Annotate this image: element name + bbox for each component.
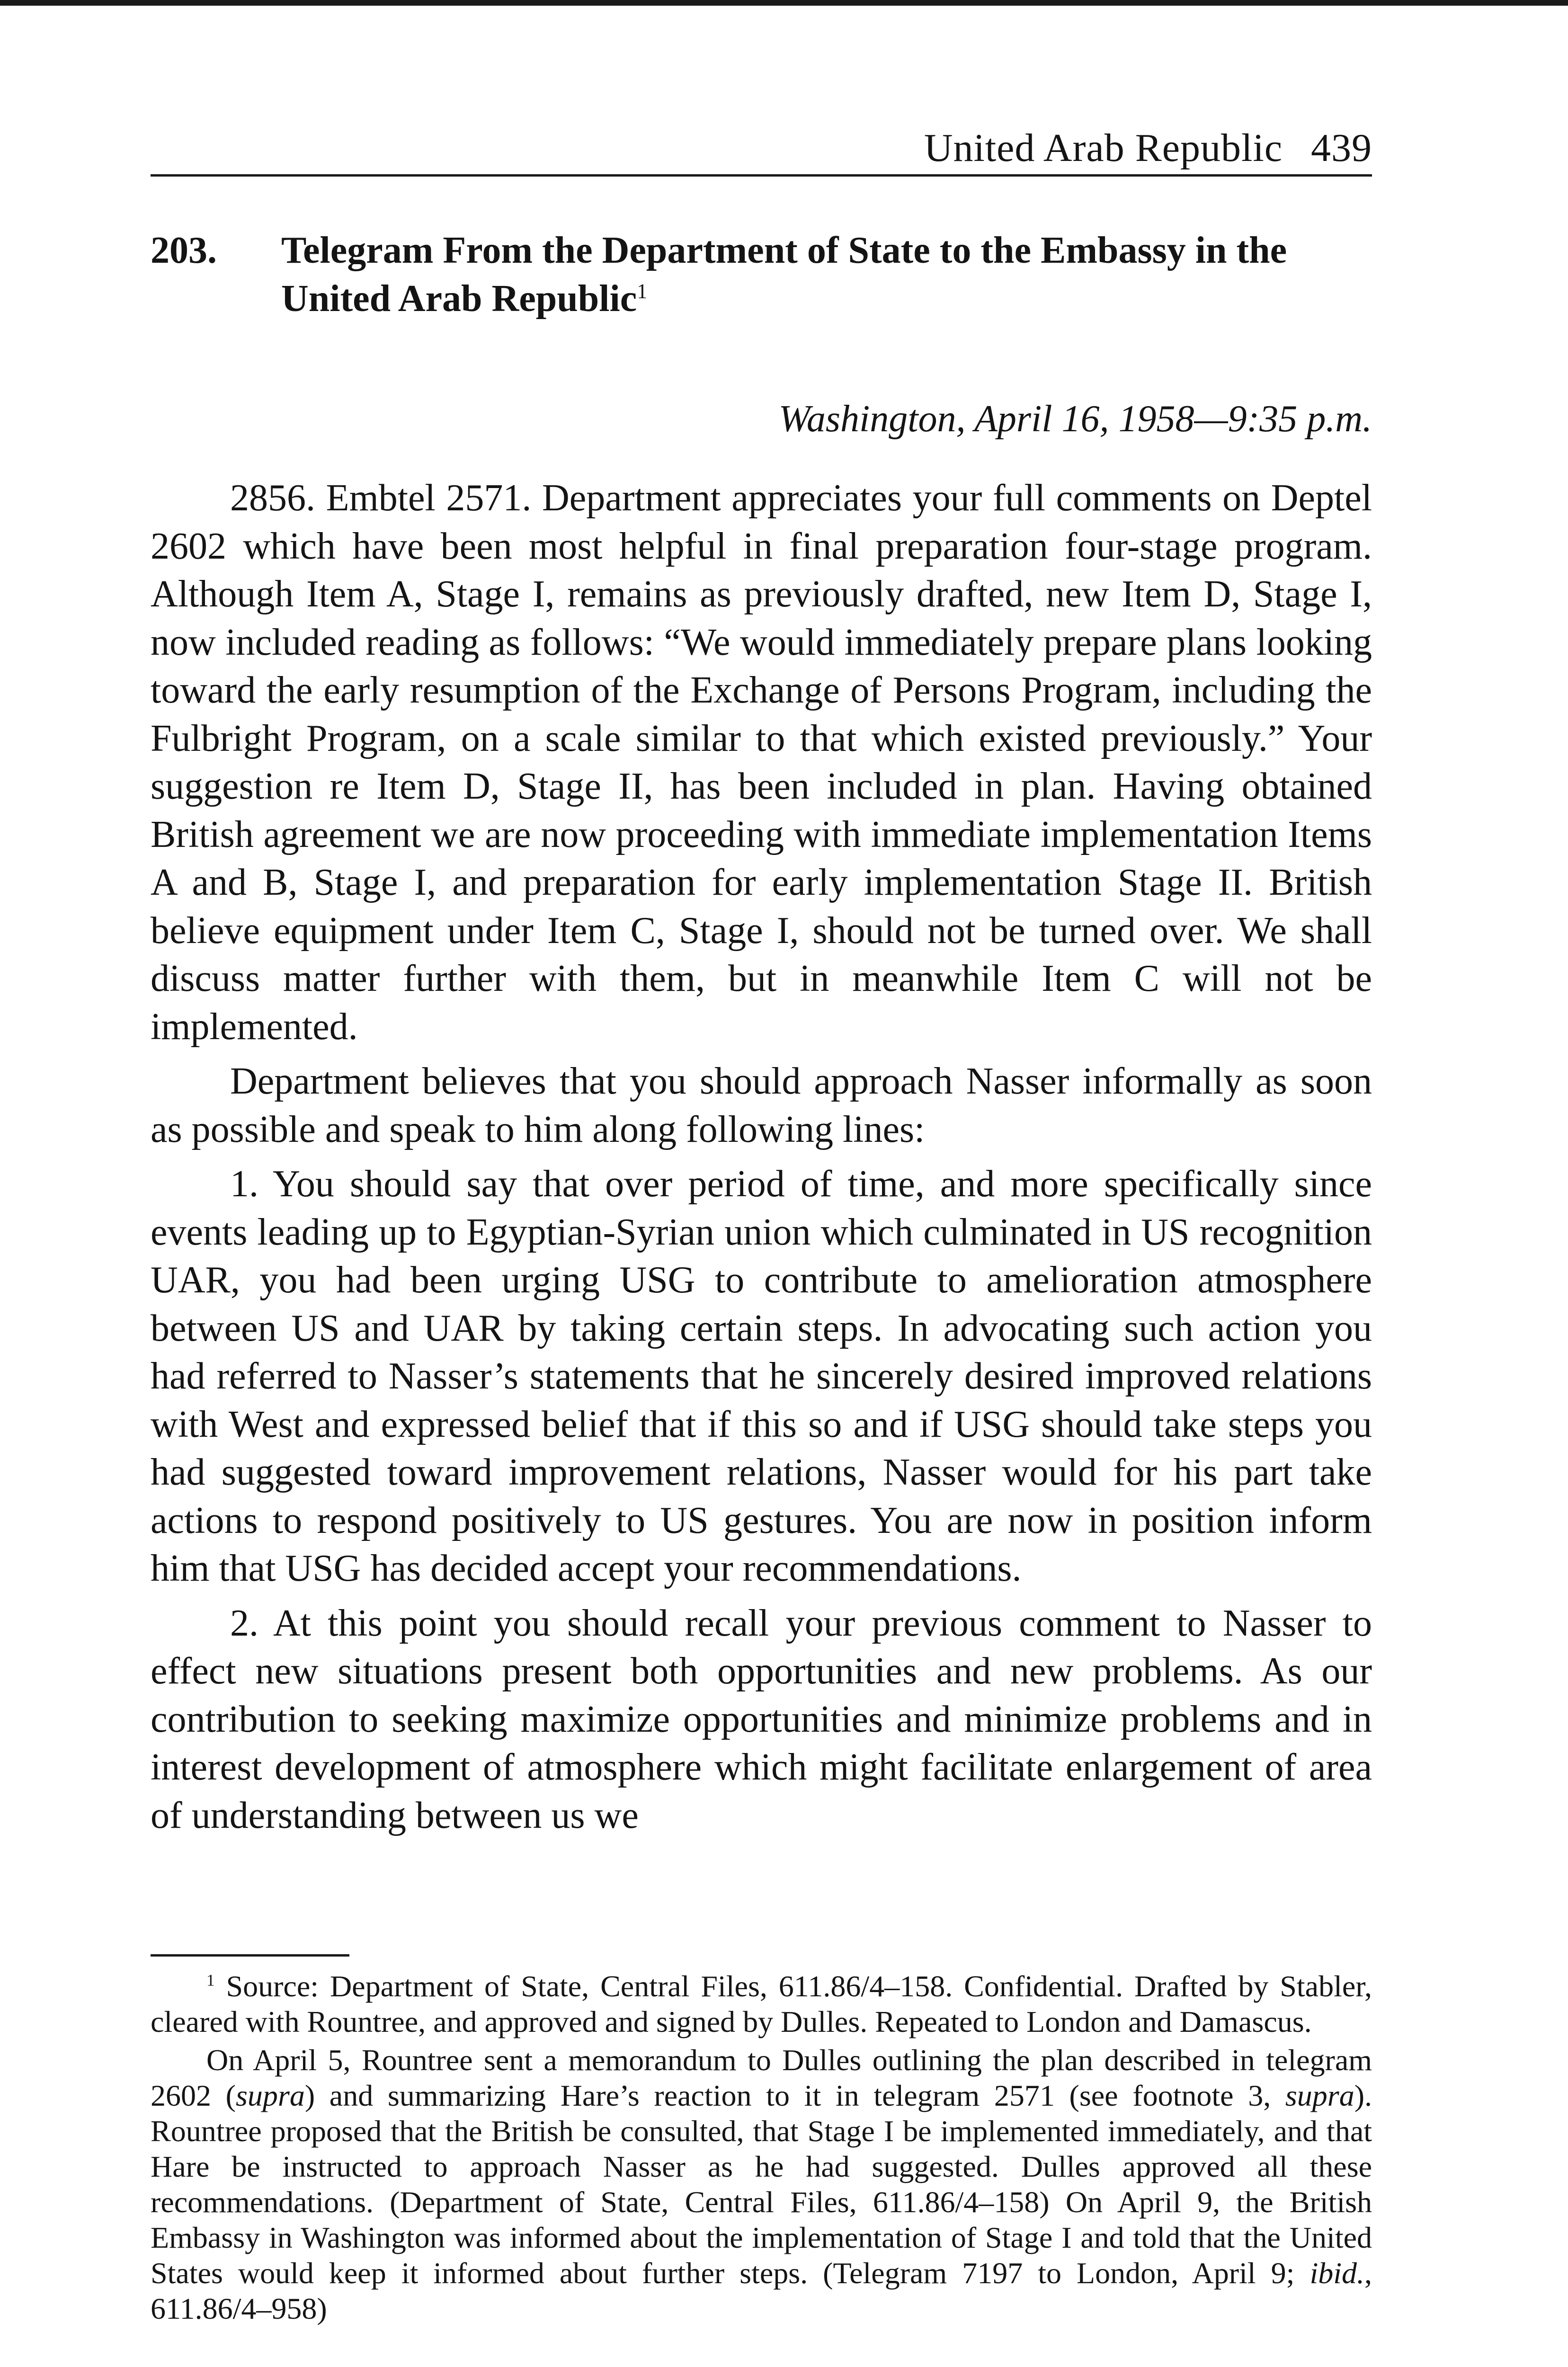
footnote-divider xyxy=(151,1954,349,1957)
footnote-marker: 1 xyxy=(206,1971,215,1990)
telegram-body xyxy=(151,474,1372,1846)
body-paragraph: 1. You should say that over period of time, and more specifically since events leading up to Egyptian-Syrian union which culminated in US recognition UAR, you had been urging USG to contribute to amelioration atmosphere between US and UAR by taking certain steps. In advocating such action you had referred to Nasser’s statements that he sincerely desired improved relations with West and expressed belief that if this so and if USG should take steps you had suggested toward improvement relations, Nasser would for his part take actions to respond positively to US gestures. You are now in position inform him that USG has decided accept your recommendations. xyxy=(151,1163,1372,1589)
footnote-1-text: Source: Department of State, Central Files, 611.86/4–158. Confidential. Drafted by Stabler, cleared with Rountree, and approved and signed by Dulles. Repeated to London and Damascus. xyxy=(151,1969,1372,2038)
footnote-italic-ibid: ibid. xyxy=(1310,2256,1364,2290)
footnote-1 xyxy=(151,1968,1372,2039)
footnote-italic-supra: supra xyxy=(236,2079,305,2112)
running-head xyxy=(151,122,1372,177)
body-paragraph: Department believes that you should approach Nasser informally as soon as possible and speak to him along following lines: xyxy=(151,1060,1372,1150)
footnote-italic-supra: supra xyxy=(1285,2079,1354,2112)
body-paragraph: 2. At this point you should recall your previous comment to Nasser to effect new situations present both opportunities and new problems. As our contribution to seeking maximize opportunities and minimize problems and in interest development of atmosphere which might facilitate enlargement of area of understanding between us we xyxy=(151,1602,1372,1836)
scan-top-border xyxy=(0,0,1568,6)
dateline: Washington, April 16, 1958—9:35 p.m. xyxy=(778,398,1372,440)
body-paragraph: 2856. Embtel 2571. Department appreciates your full comments on Deptel 2602 which have been most helpful in final preparation four-stage program. Although Item A, Stage I, remains as previously drafted, new Item D, Stage I, now included reading as follows: “We would immediately prepare plans looking toward the early resumption of the Exchange of Persons Program, including the Fulbright Program, on a scale similar to that which existed previously.” Your suggestion re Item D, Stage II, has been included in plan. Having obtained British agreement we are now proceeding with immediate implementation Items A and B, Stage I, and preparation for early implementation Stage II. British believe equipment under Item C, Stage I, should not be turned over. We shall discuss matter further with them, but in meanwhile Item C will not be implemented. xyxy=(151,477,1372,1048)
footnote-continuation xyxy=(151,2042,1372,2326)
footnotes xyxy=(151,1968,1372,2329)
footnote-text-part: On April 5, Rountree sent a memorandum to Dulles outlining the plan described in telegram 2602 ( xyxy=(151,2043,1372,2112)
footnote-ref-1: 1 xyxy=(637,279,648,303)
page-number: 439 xyxy=(1311,126,1372,170)
footnote-text-part: ) and summarizing Hare’s reaction to it in telegram 2571 (see footnote 3, xyxy=(304,2079,1285,2112)
document-heading xyxy=(151,226,1372,323)
footnote-text-part: ). Rountree proposed that the British be consulted, that Stage I be implemented immediately, and that Hare be instructed to approach Nasser as he had suggested. Dulles approved all these recommendations. (Department of State, Central Files, 611.86/4–158) On April 9, the British Embassy in Washington was informed about the implementation of Stage I and told that the United States would keep it informed about further steps. (Telegram 7197 to London, April 9; xyxy=(151,2079,1372,2290)
document-title: Telegram From the Department of State to the Embassy in the United Arab Republic xyxy=(281,230,1287,320)
document-number: 203. xyxy=(151,230,217,271)
document-title-block xyxy=(281,226,1372,323)
running-head-section: United Arab Republic xyxy=(924,126,1283,170)
footnote-text-part: , 611.86/4–958) xyxy=(151,2256,1372,2325)
